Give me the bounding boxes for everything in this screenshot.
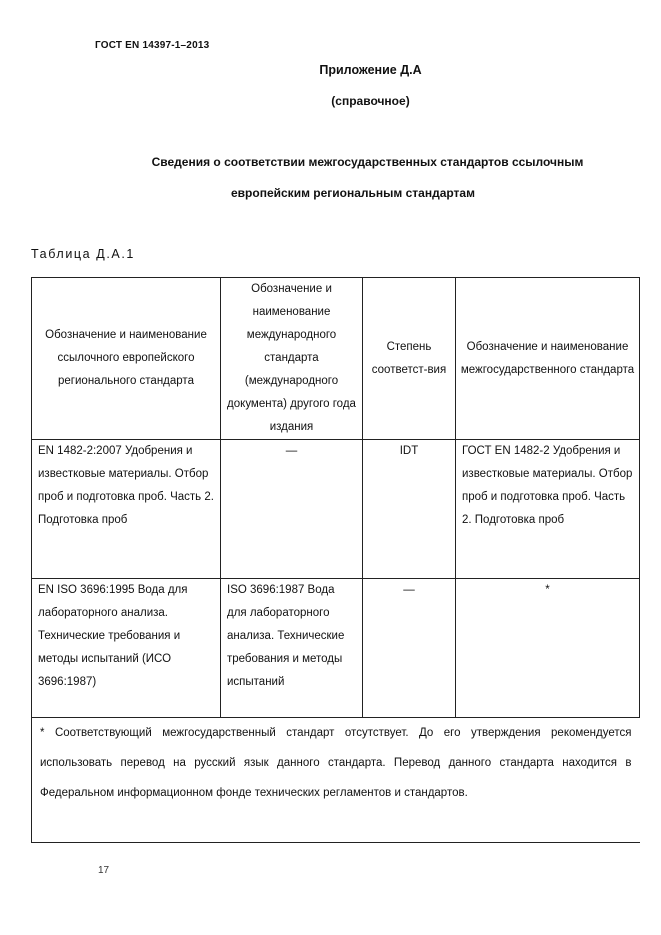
annex-title: Приложение Д.А [319,63,422,77]
cell-interstate-standard: ГОСТ EN 1482-2 Удобрения и известковые материалы. Отбор проб и подготовка проб. Часть 2. Подготовка проб [456,440,640,579]
header-interstate-standard: Обозначение и наименование межгосударственного стандарта [456,278,640,440]
annex-heading-line-1: Сведения о соответствии межгосударственных стандартов ссылочным [151,155,584,169]
cell-european-standard: EN 1482-2:2007 Удобрения и известковые материалы. Отбор проб и подготовка проб. Часть 2. Подготовка проб [32,440,221,579]
table-caption: Таблица Д.А.1 [31,247,135,261]
cell-international-standard: ISO 3696:1987 Вода для лабораторного анализа. Технические требования и методы испытаний [221,579,363,718]
cell-degree: — [363,579,456,718]
header-international-standard: Обозначение и наименование международного стандарта (международного документа) другого года издания [221,278,363,440]
table-footnote: * Соответствующий межгосударственный стандарт отсутствует. До его утверждения рекомендуется использовать перевод на русский язык данного стандарта. Перевод данного стандарта находится в Федеральном информационном фонде технических регламентов и стандартов. [32,718,640,843]
table-header-row [32,278,640,440]
table-row [32,440,640,579]
header-degree-of-correspondence: Степень соответст-вия [363,278,456,440]
correspondence-table [31,277,640,843]
cell-interstate-standard: * [456,579,640,718]
table-row [32,579,640,718]
header-european-standard: Обозначение и наименование ссылочного европейского регионального стандарта [32,278,221,440]
cell-degree: IDT [363,440,456,579]
annex-subtitle: (справочное) [331,94,410,108]
document-code: ГОСТ EN 14397-1–2013 [95,40,210,51]
page-number: 17 [98,865,110,876]
cell-european-standard: EN ISO 3696:1995 Вода для лабораторного анализа. Технические требования и методы испытаний (ИСО 3696:1987) [32,579,221,718]
table-footnote-row [32,718,640,843]
annex-heading-line-2: европейским региональным стандартам [231,186,475,200]
cell-international-standard: — [221,440,363,579]
